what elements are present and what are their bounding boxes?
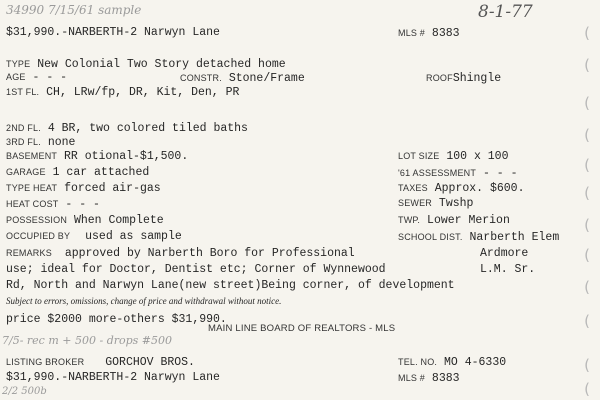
heat-cost-label: HEAT COST — [6, 199, 59, 209]
telephone-label: TEL. NO. — [398, 357, 438, 367]
disclaimer-text: Subject to errors, omissions, change of price and withdrawal without notice. — [6, 296, 282, 306]
heat-type-label: TYPE HEAT — [6, 183, 58, 193]
handwritten-note-price-drop: 7/5- rec m + 500 - drops #500 — [2, 334, 173, 347]
occupied-label: OCCUPIED BY — [6, 231, 71, 241]
age-value: - - - — [32, 71, 68, 84]
sewer-label: SEWER — [398, 198, 433, 208]
assessment-label: '61 ASSESSMENT — [398, 168, 477, 178]
school-district-value: Narberth Elem — [469, 231, 560, 244]
punch-hole-mark: ( — [584, 278, 590, 296]
garage-label: GARAGE — [6, 167, 46, 177]
mls-label: MLS # — [398, 28, 426, 38]
punch-hole-mark: ( — [584, 94, 590, 112]
basement-value: RR otional-$1,500. — [64, 150, 189, 163]
occupied-value: used as sample — [85, 230, 182, 243]
third-floor-row — [6, 136, 75, 149]
heat-cost-value: - - - — [65, 198, 100, 211]
first-floor-value: CH, LRw/fp, DR, Kit, Den, PR — [46, 86, 240, 99]
handwritten-note-bottom: 2/2 500b — [2, 386, 47, 397]
listing-price-address: $31,990.-NARBERTH-2 Narwyn Lane — [6, 26, 220, 39]
township-row — [398, 214, 510, 227]
heat-type-value: forced air-gas — [64, 182, 161, 195]
punch-hole-mark: ( — [584, 356, 590, 374]
taxes-value: Approx. $600. — [434, 182, 525, 195]
listing-broker-value: GORCHOV BROS. — [105, 356, 195, 369]
sewer-value: Twshp — [438, 197, 474, 210]
remarks-line-2: use; ideal for Doctor, Dentist etc; Corner of Wynnewood — [6, 263, 386, 276]
constr-row — [180, 72, 305, 85]
type-label: TYPE — [6, 59, 31, 69]
telephone-value: MO 4-6330 — [444, 356, 507, 369]
footer-price-address: $31,990.-NARBERTH-2 Narwyn Lane — [6, 371, 220, 384]
school-district-label: SCHOOL DIST. — [398, 232, 463, 242]
handwritten-date: 8-1-77 — [478, 2, 533, 22]
possession-value: When Complete — [73, 214, 164, 227]
type-value: New Colonial Two Story detached home — [37, 58, 286, 71]
mls-number-header — [398, 27, 460, 40]
punch-hole-mark: ( — [584, 184, 590, 202]
possession-label: POSSESSION — [6, 215, 68, 225]
possession-row — [6, 214, 164, 227]
mls-value: 8383 — [431, 27, 460, 40]
punch-hole-mark: ( — [584, 380, 590, 398]
punch-hole-mark: ( — [584, 24, 590, 42]
school-district-value-2: Ardmore — [480, 247, 529, 260]
punch-hole-mark: ( — [584, 246, 590, 264]
board-name: MAIN LINE BOARD OF REALTORS - MLS — [208, 323, 396, 334]
third-floor-label: 3RD FL. — [6, 137, 41, 147]
footer-mls-value: 8383 — [431, 372, 460, 385]
basement-row — [6, 150, 188, 163]
occupied-row — [6, 230, 182, 243]
listing-broker-label: LISTING BROKER — [6, 357, 85, 367]
age-label: AGE — [6, 72, 26, 82]
lot-size-label: LOT SIZE — [398, 151, 440, 161]
basement-label: BASEMENT — [6, 151, 58, 161]
telephone-row — [398, 356, 506, 369]
type-row — [6, 58, 286, 71]
age-row — [6, 71, 67, 84]
taxes-label: TAXES — [398, 183, 428, 193]
first-floor-row — [6, 86, 239, 99]
punch-hole-mark: ( — [584, 126, 590, 144]
township-value: Lower Merion — [427, 214, 510, 227]
second-floor-label: 2ND FL. — [6, 123, 41, 133]
punch-hole-mark: ( — [584, 216, 590, 234]
remarks-line-3: Rd, North and Narwyn Lane(new street)Being corner, of development — [6, 279, 455, 292]
second-floor-value: 4 BR, two colored tiled baths — [47, 122, 248, 135]
punch-hole-mark: ( — [584, 156, 590, 174]
roof-label: ROOF — [426, 73, 453, 83]
third-floor-value: none — [47, 136, 76, 149]
heat-type-row — [6, 182, 161, 195]
second-floor-row — [6, 122, 248, 135]
garage-value: 1 car attached — [52, 166, 150, 179]
lot-size-row — [398, 150, 508, 163]
remarks-line-1: approved by Narberth Boro for Professional — [64, 247, 355, 260]
roof-row — [426, 72, 501, 85]
sewer-row — [398, 197, 473, 210]
assessment-value: - - - — [482, 167, 518, 180]
roof-value: Shingle — [452, 72, 502, 85]
handwritten-note-top-left: 34990 7/15/61 sample — [6, 3, 142, 17]
punch-hole-mark: ( — [584, 56, 590, 74]
constr-label: CONSTR. — [180, 73, 222, 83]
school-district-row — [398, 231, 559, 244]
garage-row — [6, 166, 149, 179]
first-floor-label: 1ST FL. — [6, 87, 40, 97]
punch-hole-mark: ( — [584, 312, 590, 330]
remarks-label: REMARKS — [6, 248, 52, 258]
township-label: TWP. — [398, 215, 421, 225]
constr-value: Stone/Frame — [228, 72, 305, 85]
school-district-value-3: L.M. Sr. — [480, 263, 536, 276]
heat-cost-row — [6, 198, 100, 211]
assessment-row — [398, 167, 517, 180]
listing-broker-row — [6, 356, 195, 369]
price-note: price $2000 more-others $31,990. — [6, 313, 227, 326]
footer-mls-label: MLS # — [398, 373, 426, 383]
mls-number-footer — [398, 372, 460, 385]
taxes-row — [398, 182, 524, 195]
lot-size-value: 100 x 100 — [446, 150, 509, 163]
remarks-row — [6, 247, 355, 260]
